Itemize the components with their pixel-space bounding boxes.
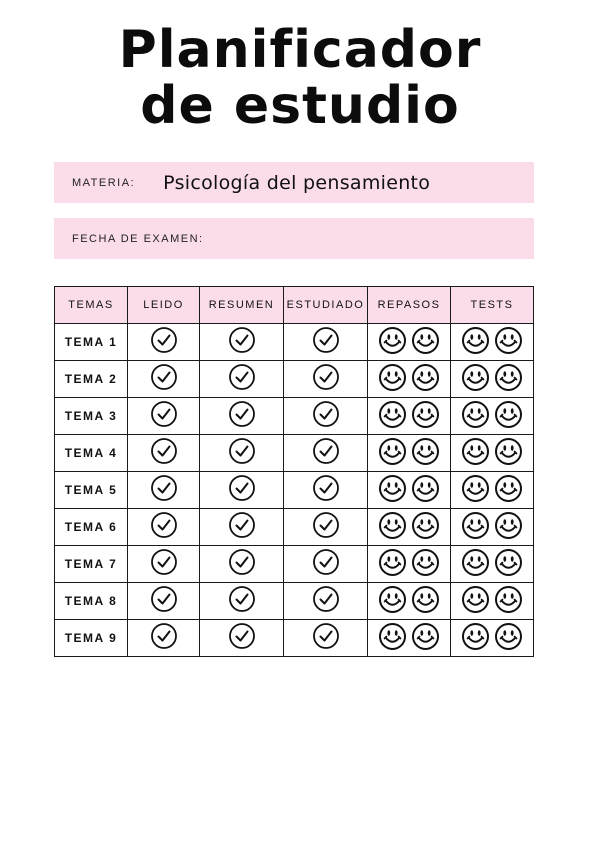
smiley-icon[interactable] — [378, 363, 407, 396]
leido-cell — [128, 398, 200, 435]
estudiado-cell — [284, 398, 368, 435]
title-line-1: Planificador — [118, 20, 482, 80]
smiley-icon[interactable] — [411, 548, 440, 581]
resumen-cell — [200, 361, 284, 398]
smiley-icon[interactable] — [461, 400, 490, 433]
smiley-icon[interactable] — [494, 400, 523, 433]
repasos-cell — [368, 509, 451, 546]
check-circle-icon[interactable] — [150, 400, 178, 432]
estudiado-cell — [284, 509, 368, 546]
resumen-cell — [200, 620, 284, 657]
check-circle-icon[interactable] — [150, 363, 178, 395]
smiley-icon[interactable] — [494, 326, 523, 359]
smiley-icon[interactable] — [378, 437, 407, 470]
check-circle-icon[interactable] — [228, 548, 256, 580]
materia-value[interactable]: Psicología del pensamiento — [163, 171, 431, 194]
estudiado-cell — [284, 546, 368, 583]
estudiado-cell — [284, 583, 368, 620]
tests-cell — [451, 398, 534, 435]
check-circle-icon[interactable] — [312, 400, 340, 432]
repasos-cell — [368, 620, 451, 657]
check-circle-icon[interactable] — [228, 326, 256, 358]
tema-label: TEMA 2 — [55, 361, 128, 398]
table-row — [55, 472, 534, 509]
tests-cell — [451, 324, 534, 361]
leido-cell — [128, 361, 200, 398]
smiley-icon[interactable] — [461, 474, 490, 507]
tests-cell — [451, 435, 534, 472]
smiley-icon[interactable] — [461, 326, 490, 359]
table-row — [55, 509, 534, 546]
repasos-cell — [368, 361, 451, 398]
smiley-icon[interactable] — [461, 511, 490, 544]
check-circle-icon[interactable] — [150, 474, 178, 506]
check-circle-icon[interactable] — [150, 326, 178, 358]
check-circle-icon[interactable] — [150, 585, 178, 617]
smiley-icon[interactable] — [411, 437, 440, 470]
check-circle-icon[interactable] — [312, 511, 340, 543]
leido-cell — [128, 509, 200, 546]
header-leido: LEIDO — [128, 287, 200, 324]
repasos-cell — [368, 583, 451, 620]
tema-label: TEMA 5 — [55, 472, 128, 509]
leido-cell — [128, 435, 200, 472]
smiley-icon[interactable] — [411, 585, 440, 618]
resumen-cell — [200, 472, 284, 509]
repasos-cell — [368, 435, 451, 472]
smiley-icon[interactable] — [411, 400, 440, 433]
check-circle-icon[interactable] — [150, 548, 178, 580]
table-header-row — [55, 287, 534, 324]
smiley-icon[interactable] — [411, 622, 440, 655]
smiley-icon[interactable] — [378, 400, 407, 433]
page-title — [0, 22, 600, 134]
smiley-icon[interactable] — [494, 437, 523, 470]
tests-cell — [451, 620, 534, 657]
check-circle-icon[interactable] — [312, 363, 340, 395]
table-row — [55, 583, 534, 620]
repasos-cell — [368, 398, 451, 435]
smiley-icon[interactable] — [461, 548, 490, 581]
repasos-cell — [368, 324, 451, 361]
tema-label: TEMA 7 — [55, 546, 128, 583]
resumen-cell — [200, 583, 284, 620]
check-circle-icon[interactable] — [312, 548, 340, 580]
smiley-icon[interactable] — [411, 511, 440, 544]
tests-cell — [451, 583, 534, 620]
leido-cell — [128, 546, 200, 583]
leido-cell — [128, 472, 200, 509]
smiley-icon[interactable] — [411, 474, 440, 507]
smiley-icon[interactable] — [378, 474, 407, 507]
tema-label: TEMA 4 — [55, 435, 128, 472]
check-circle-icon[interactable] — [312, 437, 340, 469]
smiley-icon[interactable] — [494, 474, 523, 507]
table-row — [55, 361, 534, 398]
leido-cell — [128, 583, 200, 620]
smiley-icon[interactable] — [378, 511, 407, 544]
tests-cell — [451, 546, 534, 583]
table-row — [55, 324, 534, 361]
smiley-icon[interactable] — [378, 326, 407, 359]
estudiado-cell — [284, 435, 368, 472]
repasos-cell — [368, 472, 451, 509]
check-circle-icon[interactable] — [228, 474, 256, 506]
tests-cell — [451, 472, 534, 509]
table-row — [55, 435, 534, 472]
study-table — [54, 286, 534, 657]
table-row — [55, 546, 534, 583]
check-circle-icon[interactable] — [150, 622, 178, 654]
smiley-icon[interactable] — [461, 622, 490, 655]
materia-label: MATERIA: — [72, 176, 136, 189]
check-circle-icon[interactable] — [312, 585, 340, 617]
repasos-cell — [368, 546, 451, 583]
estudiado-cell — [284, 324, 368, 361]
table-row — [55, 620, 534, 657]
tests-cell — [451, 509, 534, 546]
check-circle-icon[interactable] — [150, 437, 178, 469]
title-line-2: de estudio — [140, 76, 460, 136]
estudiado-cell — [284, 620, 368, 657]
check-circle-icon[interactable] — [312, 622, 340, 654]
fecha-examen-label: FECHA DE EXAMEN: — [72, 232, 204, 245]
check-circle-icon[interactable] — [228, 437, 256, 469]
smiley-icon[interactable] — [378, 585, 407, 618]
check-circle-icon[interactable] — [312, 326, 340, 358]
materia-field[interactable] — [54, 162, 534, 203]
smiley-icon[interactable] — [378, 622, 407, 655]
resumen-cell — [200, 435, 284, 472]
tema-label: TEMA 6 — [55, 509, 128, 546]
smiley-icon[interactable] — [461, 585, 490, 618]
check-circle-icon[interactable] — [312, 474, 340, 506]
header-repasos: REPASOS — [368, 287, 451, 324]
fecha-examen-field[interactable] — [54, 218, 534, 259]
check-circle-icon[interactable] — [150, 511, 178, 543]
smiley-icon[interactable] — [411, 363, 440, 396]
resumen-cell — [200, 324, 284, 361]
smiley-icon[interactable] — [461, 437, 490, 470]
header-temas: TEMAS — [55, 287, 128, 324]
check-circle-icon[interactable] — [228, 400, 256, 432]
estudiado-cell — [284, 472, 368, 509]
table-row — [55, 398, 534, 435]
resumen-cell — [200, 546, 284, 583]
smiley-icon[interactable] — [494, 363, 523, 396]
tema-label: TEMA 1 — [55, 324, 128, 361]
smiley-icon[interactable] — [378, 548, 407, 581]
tema-label: TEMA 9 — [55, 620, 128, 657]
tema-label: TEMA 3 — [55, 398, 128, 435]
check-circle-icon[interactable] — [228, 622, 256, 654]
header-estudiado: ESTUDIADO — [284, 287, 368, 324]
check-circle-icon[interactable] — [228, 511, 256, 543]
leido-cell — [128, 324, 200, 361]
tema-label: TEMA 8 — [55, 583, 128, 620]
smiley-icon[interactable] — [411, 326, 440, 359]
check-circle-icon[interactable] — [228, 585, 256, 617]
header-tests: TESTS — [451, 287, 534, 324]
resumen-cell — [200, 509, 284, 546]
check-circle-icon[interactable] — [228, 363, 256, 395]
smiley-icon[interactable] — [494, 548, 523, 581]
tests-cell — [451, 361, 534, 398]
resumen-cell — [200, 398, 284, 435]
estudiado-cell — [284, 361, 368, 398]
leido-cell — [128, 620, 200, 657]
smiley-icon[interactable] — [494, 622, 523, 655]
header-resumen: RESUMEN — [200, 287, 284, 324]
smiley-icon[interactable] — [461, 363, 490, 396]
smiley-icon[interactable] — [494, 585, 523, 618]
smiley-icon[interactable] — [494, 511, 523, 544]
